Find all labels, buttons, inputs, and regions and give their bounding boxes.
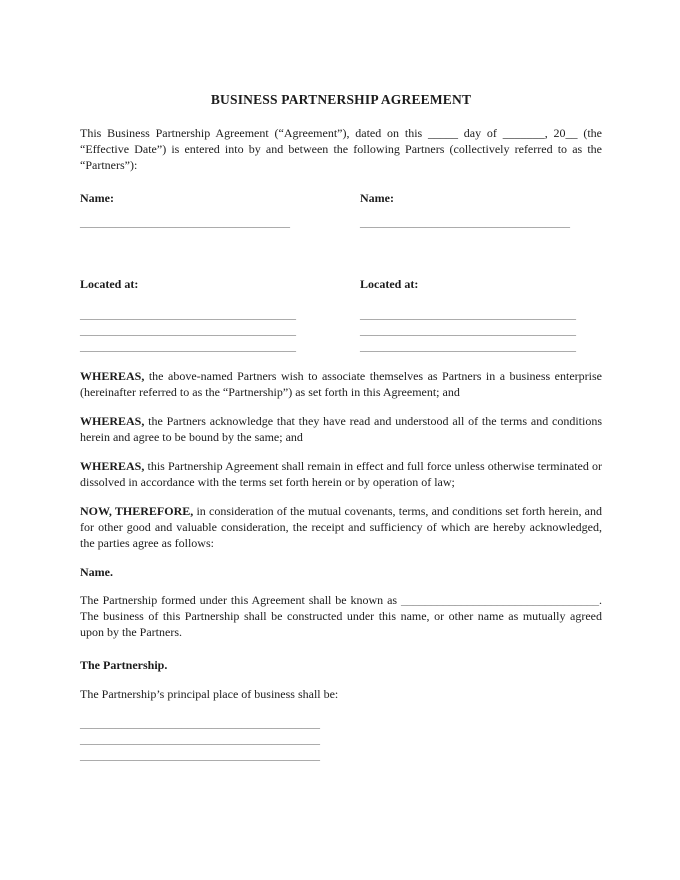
partner1-address-blank-line: ____________________________________ [80,323,296,337]
partner1-address-blank-line: ____________________________________ [80,339,296,353]
partner1-located-label: Located at: [80,277,139,291]
principal-place-blank-line: ________________________________________ [80,732,320,746]
partner2-name-blank-line: ___________________________________ [360,215,570,229]
partner2-address-blank-line: ____________________________________ [360,339,576,353]
partner1-address-blanks [80,306,360,354]
recital-body: the above-named Partners wish to associate themselves as Partners in a business enterprise (hereinafter referred to as the “Partnership”) as set forth in this Agreement; and [80,369,602,399]
principal-place-blank-line: ________________________________________ [80,748,320,762]
recital-paragraph-2 [80,413,602,445]
whereas-lead: WHEREAS, [80,414,145,428]
partner2-address-blank-line: ____________________________________ [360,323,576,337]
name-section-heading: Name. [80,565,113,579]
partner2-address-blanks [360,306,602,354]
principal-place-blank-line: ________________________________________ [80,716,320,730]
recital-paragraph-3 [80,458,602,490]
partner-name-labels [80,190,602,206]
known-as-text-before: The Partnership formed under this Agreement shall be known as [80,593,401,607]
partner1-name-label: Name: [80,191,114,205]
principal-place-blanks [80,715,602,763]
partnership-name-blank-line: _________________________________ [401,593,599,607]
document-content [80,92,602,763]
whereas-lead: WHEREAS, [80,459,145,473]
page-title: BUSINESS PARTNERSHIP AGREEMENT [210,92,472,107]
partner-located-labels [80,276,602,292]
recital-body: this Partnership Agreement shall remain in effect and full force unless otherwise terminated or dissolved in accordance with the terms set forth herein or by operation of law; [80,459,602,489]
recital-body: the Partners acknowledge that they have read and understood all of the terms and conditions herein and agree to be bound by the same; and [80,414,602,444]
recital-paragraph-1 [80,368,602,400]
principal-place-paragraph: The Partnership’s principal place of business shall be: [80,687,339,701]
intro-paragraph: This Business Partnership Agreement (“Agreement”), dated on this _____ day of _______, 20__ (the “Effective Date”) is entered into by and between the following Partners (collectively referred to as the “Partners”): [80,126,602,172]
known-as-text-after: . The business of this Partnership shall be constructed under this name, or other name as mutually agreed upon by the Partners. [80,593,602,639]
partner2-located-label: Located at: [360,277,419,291]
partner-name-blanks [80,214,602,230]
partner2-name-label: Name: [360,191,394,205]
now-therefore-lead: NOW, THEREFORE, [80,504,194,518]
partner1-address-blank-line: ____________________________________ [80,307,296,321]
now-therefore-paragraph [80,503,602,551]
partner1-name-blank-line: ___________________________________ [80,215,290,229]
recital-body: in consideration of the mutual covenants, terms, and conditions set forth herein, and for other good and valuable consideration, the receipt and sufficiency of which are hereby acknowledged, the parties agree as follows: [80,504,602,550]
partner2-address-blank-line: ____________________________________ [360,307,576,321]
whereas-lead: WHEREAS, [80,369,145,383]
partner-address-blanks [80,306,602,354]
partnership-section-heading: The Partnership. [80,658,168,672]
name-section-paragraph [80,592,602,640]
